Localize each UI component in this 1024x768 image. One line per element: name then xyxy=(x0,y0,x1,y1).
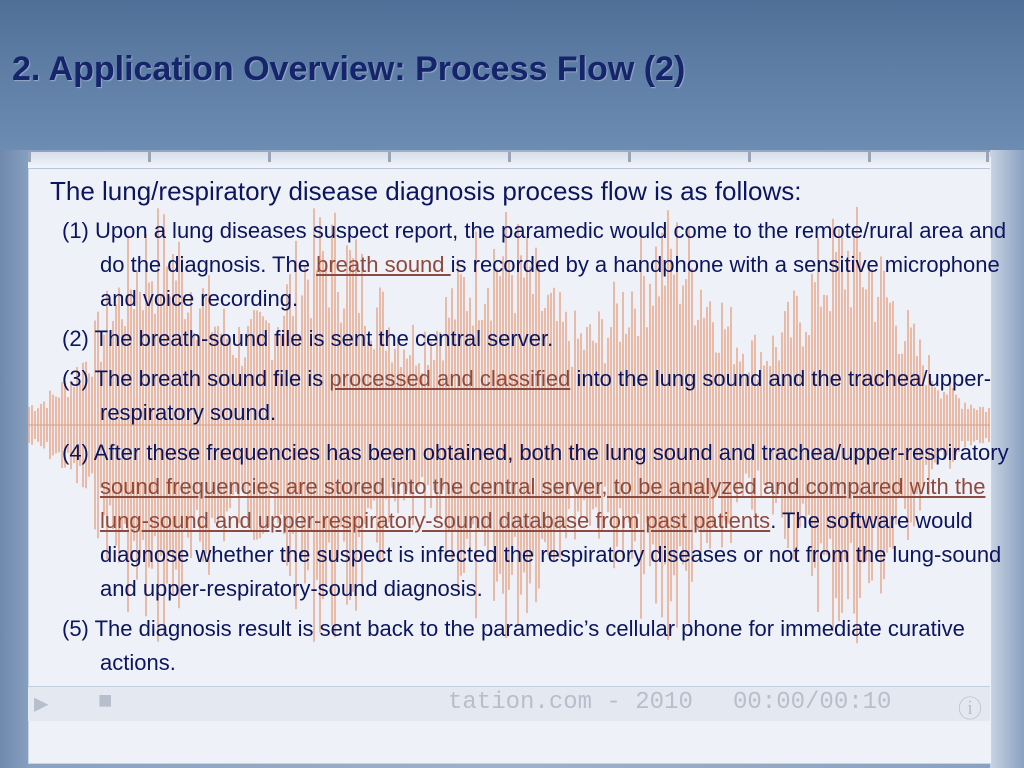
player-time: 00:00/00:10 xyxy=(733,689,892,716)
step-text: (3) The breath sound file is xyxy=(62,366,330,391)
step-text: (4) After these frequencies has been obtained, both the lung sound and trachea/upper-respiratory xyxy=(62,440,1009,465)
step-text: (2) The breath-sound file is sent the central server. xyxy=(62,326,554,351)
intro-text: The lung/respiratory disease diagnosis process flow is as follows: xyxy=(50,176,802,206)
step-text: (1) Upon a lung diseases suspect report, the paramedic would come to the remote/rural area and do the diagnosis. The xyxy=(62,218,1007,277)
slide-body xyxy=(50,172,1018,686)
step-3 xyxy=(50,362,1018,430)
step-2 xyxy=(50,322,1018,356)
step-1 xyxy=(50,214,1018,316)
audio-player-bar xyxy=(28,686,990,725)
play-icon: ▶ xyxy=(34,692,49,719)
step-4 xyxy=(50,436,1018,606)
slide-header xyxy=(0,0,1024,150)
info-icon: ⓘ xyxy=(958,698,982,725)
step-text: . The software would diagnose whether the suspect is infected the respiratory diseases or not from the lung-sound and upper-respiratory-sound diagnosis. xyxy=(100,508,1002,601)
step-text: into the lung sound and the trachea/upper-respiratory sound. xyxy=(100,366,992,425)
player-watermark: tation.com - 2010 xyxy=(448,689,693,716)
stop-icon: ■ xyxy=(98,689,113,716)
stored-frequencies-link[interactable]: sound frequencies are stored into the central server, to be analyzed and compared with the lung-sound and upper-respiratory-sound database from past patients xyxy=(100,474,986,533)
breath-sound-link[interactable]: breath sound xyxy=(316,252,451,277)
slide-title: 2. Application Overview: Process Flow (2) xyxy=(12,50,686,88)
step-text: (5) The diagnosis result is sent back to the paramedic’s cellular phone for immediate curative actions. xyxy=(62,616,965,675)
step-text: is recorded by a handphone with a sensitive microphone and voice recording. xyxy=(100,252,1000,311)
process-steps xyxy=(50,214,1018,680)
processed-classified-link[interactable]: processed and classified xyxy=(329,366,571,391)
waveform-scale-bar xyxy=(28,152,990,169)
step-5 xyxy=(50,612,1018,680)
